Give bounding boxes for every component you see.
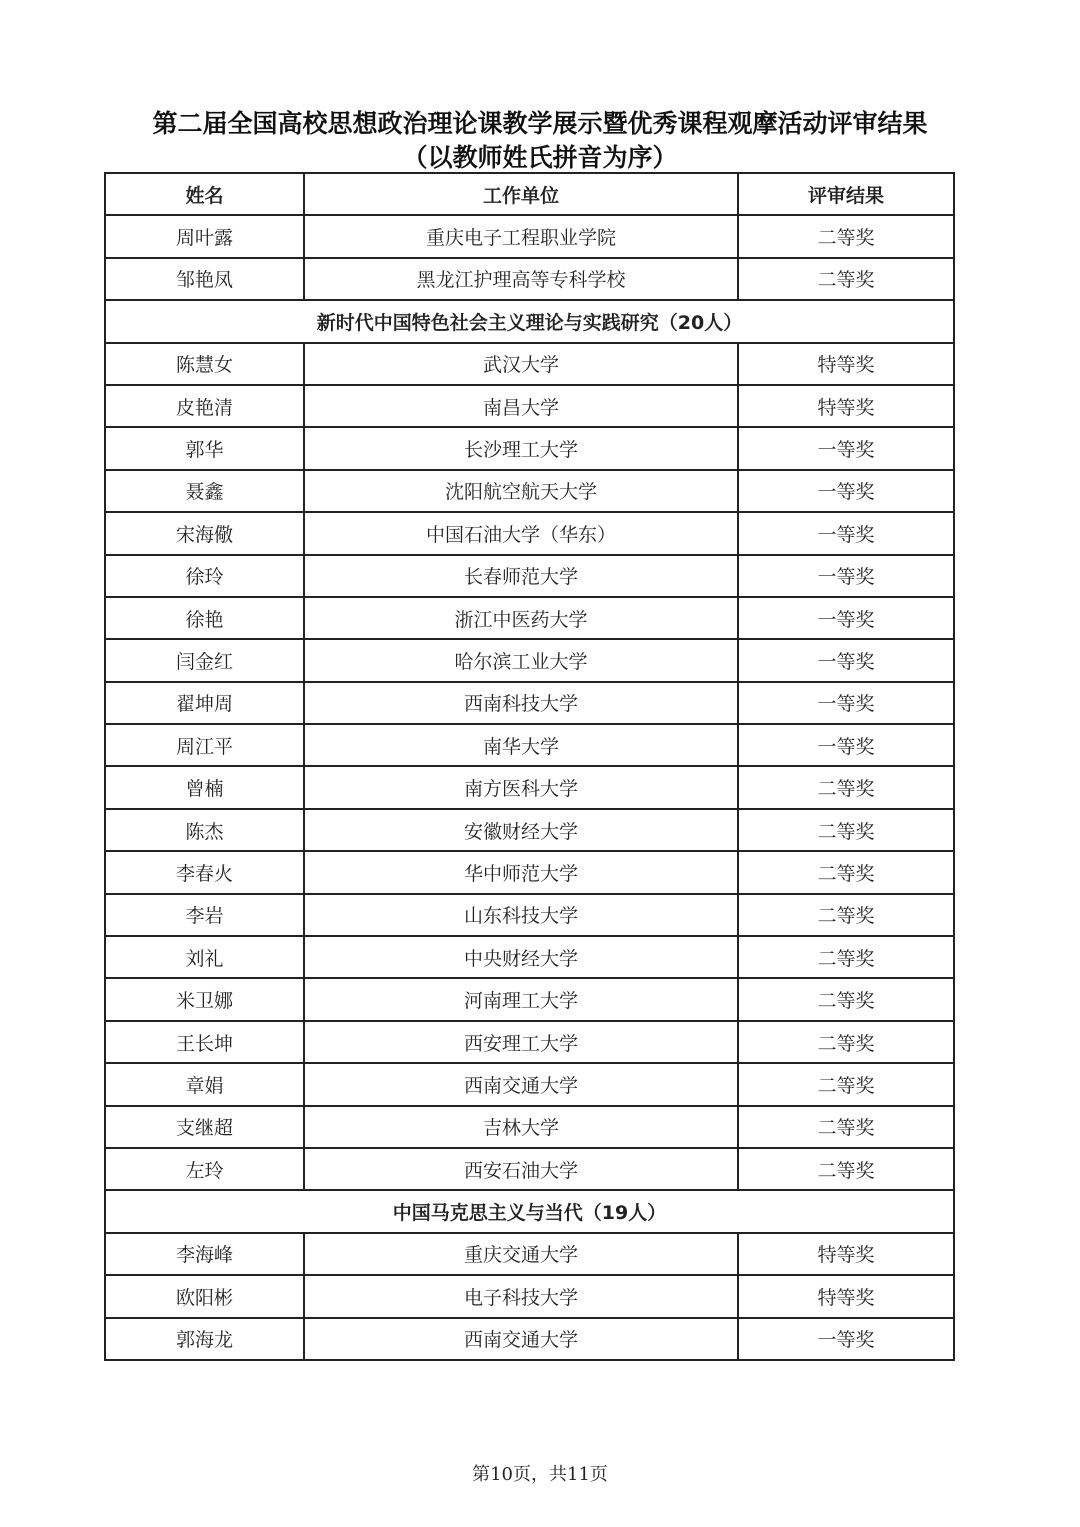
cell-unit: 山东科技大学 <box>304 894 738 936</box>
cell-result: 二等奖 <box>738 809 954 851</box>
page-footer: 第10页，共11页 <box>472 1464 608 1485</box>
cell-name: 欧阳彬 <box>105 1275 304 1317</box>
cell-result: 一等奖 <box>738 597 954 639</box>
cell-name: 曾楠 <box>105 766 304 808</box>
cell-unit: 西南交通大学 <box>304 1318 738 1360</box>
cell-result: 二等奖 <box>738 1148 954 1190</box>
cell-name: 章娟 <box>105 1063 304 1105</box>
table-row <box>105 978 954 1020</box>
cell-name: 闫金红 <box>105 639 304 681</box>
table-body <box>105 215 954 1360</box>
cell-unit: 西南交通大学 <box>304 1063 738 1105</box>
results-table <box>104 172 955 1361</box>
cell-result: 一等奖 <box>738 682 954 724</box>
cell-unit: 沈阳航空航天大学 <box>304 470 738 512</box>
cell-name: 李岩 <box>105 894 304 936</box>
cell-result: 特等奖 <box>738 385 954 427</box>
cell-unit: 南方医科大学 <box>304 766 738 808</box>
table-row <box>105 470 954 512</box>
table-row <box>105 936 954 978</box>
section-title: 新时代中国特色社会主义理论与实践研究（20人） <box>105 300 954 342</box>
cell-unit: 长沙理工大学 <box>304 427 738 469</box>
table-row <box>105 1106 954 1148</box>
cell-name: 米卫娜 <box>105 978 304 1020</box>
cell-name: 支继超 <box>105 1106 304 1148</box>
cell-result: 二等奖 <box>738 215 954 257</box>
cell-result: 二等奖 <box>738 894 954 936</box>
table-row <box>105 724 954 766</box>
cell-unit: 中国石油大学（华东） <box>304 512 738 554</box>
cell-unit: 南华大学 <box>304 724 738 766</box>
table-header-row <box>105 173 954 215</box>
table-row <box>105 215 954 257</box>
section-header-row <box>105 1190 954 1232</box>
table-row <box>105 1233 954 1275</box>
cell-name: 郭海龙 <box>105 1318 304 1360</box>
cell-result: 二等奖 <box>738 258 954 300</box>
cell-result: 特等奖 <box>738 1233 954 1275</box>
cell-result: 二等奖 <box>738 978 954 1020</box>
header-name: 姓名 <box>105 173 304 215</box>
cell-result: 一等奖 <box>738 512 954 554</box>
cell-result: 二等奖 <box>738 851 954 893</box>
table-row <box>105 385 954 427</box>
cell-name: 王长坤 <box>105 1021 304 1063</box>
cell-name: 邹艳凤 <box>105 258 304 300</box>
cell-name: 宋海儆 <box>105 512 304 554</box>
cell-result: 二等奖 <box>738 766 954 808</box>
cell-name: 郭华 <box>105 427 304 469</box>
cell-unit: 西安理工大学 <box>304 1021 738 1063</box>
cell-result: 一等奖 <box>738 470 954 512</box>
cell-result: 二等奖 <box>738 1063 954 1105</box>
cell-unit: 河南理工大学 <box>304 978 738 1020</box>
cell-name: 翟坤周 <box>105 682 304 724</box>
cell-name: 李春火 <box>105 851 304 893</box>
cell-unit: 安徽财经大学 <box>304 809 738 851</box>
table-row <box>105 1148 954 1190</box>
table-row <box>105 343 954 385</box>
cell-name: 陈杰 <box>105 809 304 851</box>
table-row <box>105 766 954 808</box>
cell-unit: 浙江中医药大学 <box>304 597 738 639</box>
table-row <box>105 894 954 936</box>
cell-result: 一等奖 <box>738 1318 954 1360</box>
cell-unit: 吉林大学 <box>304 1106 738 1148</box>
cell-result: 一等奖 <box>738 639 954 681</box>
cell-name: 皮艳清 <box>105 385 304 427</box>
cell-name: 陈慧女 <box>105 343 304 385</box>
page-subtitle: （以教师姓氏拼音为序） <box>402 143 678 172</box>
cell-unit: 华中师范大学 <box>304 851 738 893</box>
table-row <box>105 851 954 893</box>
cell-unit: 武汉大学 <box>304 343 738 385</box>
cell-result: 二等奖 <box>738 936 954 978</box>
cell-unit: 重庆交通大学 <box>304 1233 738 1275</box>
cell-result: 一等奖 <box>738 555 954 597</box>
cell-name: 刘礼 <box>105 936 304 978</box>
cell-unit: 南昌大学 <box>304 385 738 427</box>
cell-result: 一等奖 <box>738 724 954 766</box>
table-row <box>105 809 954 851</box>
table-row <box>105 555 954 597</box>
table-row <box>105 427 954 469</box>
cell-result: 特等奖 <box>738 1275 954 1317</box>
cell-name: 徐艳 <box>105 597 304 639</box>
cell-unit: 哈尔滨工业大学 <box>304 639 738 681</box>
cell-unit: 西安石油大学 <box>304 1148 738 1190</box>
cell-unit: 长春师范大学 <box>304 555 738 597</box>
section-header-row <box>105 300 954 342</box>
section-title: 中国马克思主义与当代（19人） <box>105 1190 954 1232</box>
table-row <box>105 682 954 724</box>
cell-unit: 西南科技大学 <box>304 682 738 724</box>
table-row <box>105 1275 954 1317</box>
table-row <box>105 1021 954 1063</box>
table-row <box>105 1318 954 1360</box>
table-row <box>105 597 954 639</box>
cell-result: 二等奖 <box>738 1106 954 1148</box>
cell-name: 李海峰 <box>105 1233 304 1275</box>
cell-name: 周江平 <box>105 724 304 766</box>
table-row <box>105 258 954 300</box>
cell-unit: 黑龙江护理高等专科学校 <box>304 258 738 300</box>
cell-unit: 重庆电子工程职业学院 <box>304 215 738 257</box>
cell-name: 左玲 <box>105 1148 304 1190</box>
cell-name: 徐玲 <box>105 555 304 597</box>
cell-result: 一等奖 <box>738 427 954 469</box>
cell-name: 聂鑫 <box>105 470 304 512</box>
cell-result: 特等奖 <box>738 343 954 385</box>
table-row <box>105 512 954 554</box>
cell-unit: 中央财经大学 <box>304 936 738 978</box>
table-row <box>105 639 954 681</box>
cell-name: 周叶露 <box>105 215 304 257</box>
table-row <box>105 1063 954 1105</box>
cell-result: 二等奖 <box>738 1021 954 1063</box>
page-title: 第二届全国高校思想政治理论课教学展示暨优秀课程观摩活动评审结果 <box>152 109 928 138</box>
cell-unit: 电子科技大学 <box>304 1275 738 1317</box>
header-unit: 工作单位 <box>304 173 738 215</box>
header-result: 评审结果 <box>738 173 954 215</box>
